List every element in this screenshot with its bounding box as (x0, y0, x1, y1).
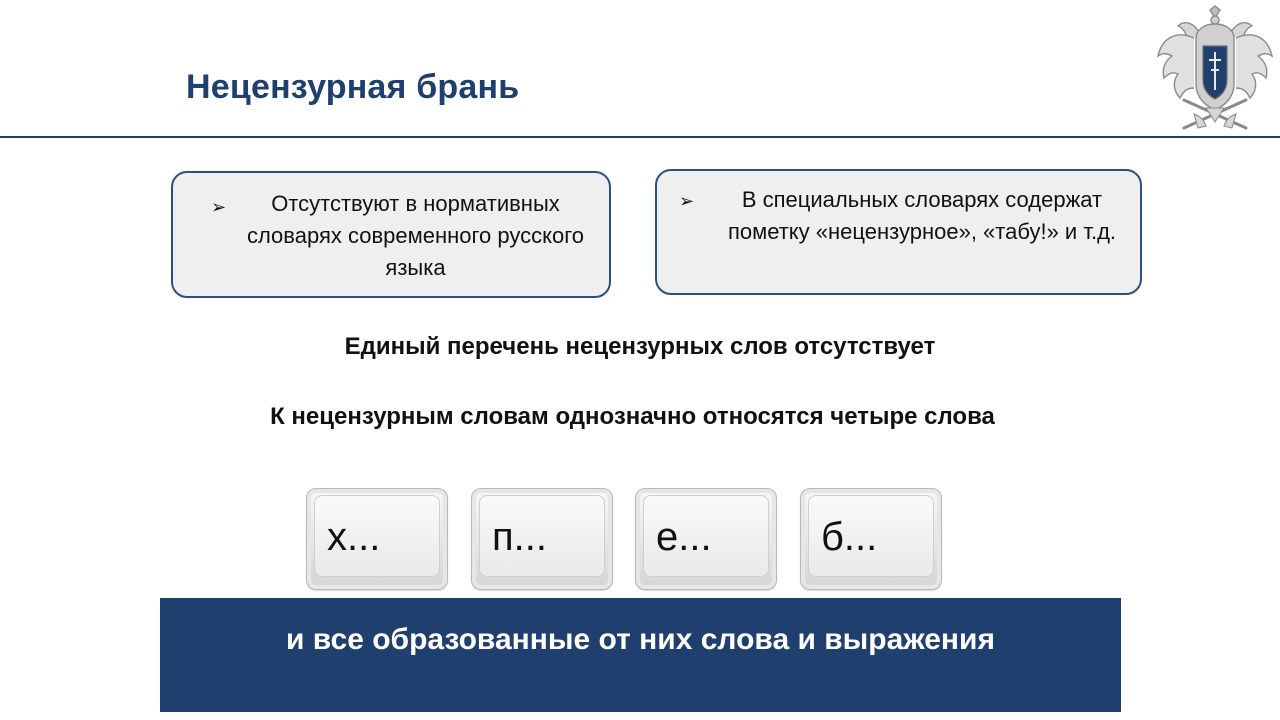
info-box-text: Отсутствуют в нормативных словарях современного русского языка (246, 191, 585, 280)
key-label: х... (327, 515, 381, 559)
info-box-text: В специальных словарях содержат пометку «нецензурное», «табу!» и т.д. (727, 187, 1117, 244)
statement-no-list: Единый перечень нецензурных слов отсутствует (344, 333, 936, 360)
slide-title: Нецензурная брань (186, 68, 520, 106)
word-key (306, 488, 448, 590)
arrow-bullet-icon: ➢ (679, 191, 695, 211)
key-label: е... (656, 515, 712, 559)
info-box-left (171, 171, 611, 298)
word-key (635, 488, 777, 590)
derived-words-banner (160, 598, 1121, 712)
statement-four-words: К нецензурным словам однозначно относятся четыре слова (270, 403, 995, 430)
title-divider (0, 136, 1280, 138)
key-label: б... (821, 515, 878, 559)
coat-of-arms-emblem-icon (1154, 4, 1276, 132)
word-key (800, 488, 942, 590)
info-box-right (655, 169, 1142, 295)
key-label: п... (492, 515, 547, 559)
arrow-bullet-icon: ➢ (211, 197, 227, 217)
banner-text: и все образованные от них слова и выражения (286, 623, 995, 656)
word-key (471, 488, 613, 590)
